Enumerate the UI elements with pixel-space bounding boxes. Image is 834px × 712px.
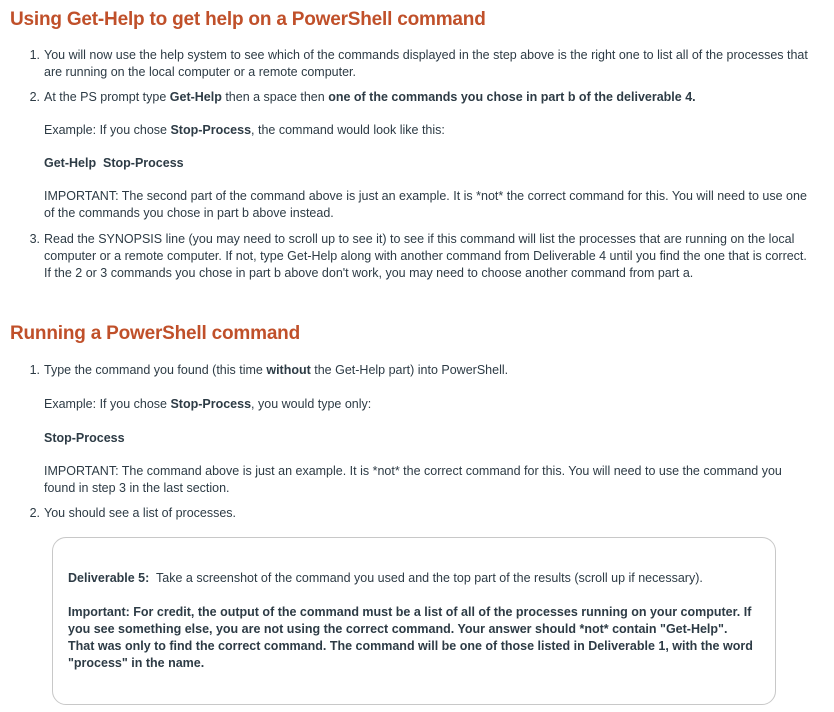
example-text: Example: If you chose Stop-Process, the command would look like this: — [44, 123, 445, 137]
section-heading-get-help: Using Get-Help to get help on a PowerShell command — [10, 9, 486, 30]
step-text: You will now use the help system to see which of the commands displayed in the step above is the right one to list all of the processes that are running on the local computer or a remote computer. — [44, 48, 808, 79]
deliverable-label: Deliverable 5: — [68, 571, 150, 585]
example-text: Example: If you chose Stop-Process, you would type only: — [44, 397, 372, 411]
deliverable-important: Important: For credit, the output of the command must be a list of all of the processes running on your computer. If you see something else, you are not using the correct command. Your answer should *not* contain "Get-Help". That was only to find the correct command. The command will be one of those listed in Deliverable 1, with the word "process" in the name. — [68, 605, 753, 670]
step-text: Type the command you found (this time without the Get-Help part) into PowerShell. — [44, 363, 509, 377]
list-number: 2. — [29, 506, 40, 520]
section-heading-running-command: Running a PowerShell command — [10, 323, 300, 344]
list-number: 3. — [29, 232, 40, 246]
step-text: You should see a list of processes. — [44, 506, 237, 520]
step-text: Read the SYNOPSIS line (you may need to scroll up to see it) to see if this command will list the processes that are running on the local computer or a remote computer. If not, type Get-Help along with another command from Deliverable 4 until you find the one that is correct. If the 2 or 3 commands you chose in part b above don't work, you may need to choose another command from part a. — [44, 232, 807, 280]
deliverable-box — [52, 537, 776, 705]
list-number: 1. — [29, 48, 40, 62]
deliverable-instruction: Deliverable 5: Take a screenshot of the command you used and the top part of the results (scroll up if necessary). — [68, 571, 703, 585]
list-number: 1. — [29, 363, 40, 377]
step-text: At the PS prompt type Get-Help then a space then one of the commands you chose in part b of the deliverable 4. — [44, 90, 696, 104]
important-note: IMPORTANT: The second part of the command above is just an example. It is *not* the correct command for this. You will need to use one of the commands you chose in part b above instead. — [44, 189, 807, 220]
important-note: IMPORTANT: The command above is just an example. It is *not* the correct command for this. You will need to use the command you found in step 3 in the last section. — [44, 464, 782, 495]
example-command: Get-Help Stop-Process — [44, 156, 184, 170]
example-command: Stop-Process — [44, 431, 125, 445]
list-number: 2. — [29, 90, 40, 104]
